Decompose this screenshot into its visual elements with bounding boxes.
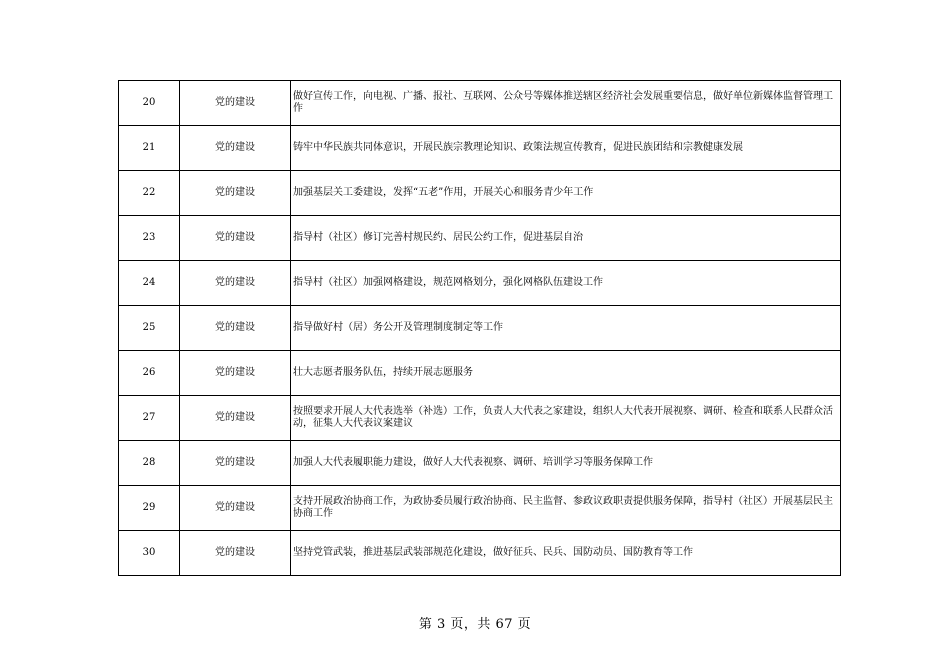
row-number-cell: 21 — [119, 126, 180, 171]
table-row — [119, 171, 841, 216]
table-row — [119, 261, 841, 306]
category-cell: 党的建设 — [180, 126, 291, 171]
description-cell: 做好宣传工作，向电视、广播、报社、互联网、公众号等媒体推送辖区经济社会发展重要信息，做好单位新媒体监督管理工作 — [291, 81, 841, 126]
row-number-cell: 27 — [119, 396, 180, 441]
description-cell: 指导村（社区）加强网格建设，规范网格划分，强化网格队伍建设工作 — [291, 261, 841, 306]
table-row — [119, 216, 841, 261]
task-table — [118, 80, 841, 576]
row-number-cell: 20 — [119, 81, 180, 126]
row-number-cell: 26 — [119, 351, 180, 396]
description-cell: 铸牢中华民族共同体意识，开展民族宗教理论知识、政策法规宣传教育，促进民族团结和宗教健康发展 — [291, 126, 841, 171]
table-row — [119, 441, 841, 486]
category-cell: 党的建设 — [180, 81, 291, 126]
description-cell: 加强基层关工委建设，发挥“五老”作用，开展关心和服务青少年工作 — [291, 171, 841, 216]
description-cell: 支持开展政治协商工作，为政协委员履行政治协商、民主监督、参政议政职责提供服务保障，指导村（社区）开展基层民主协商工作 — [291, 486, 841, 531]
category-cell: 党的建设 — [180, 351, 291, 396]
description-cell: 加强人大代表履职能力建设，做好人大代表视察、调研、培训学习等服务保障工作 — [291, 441, 841, 486]
table-row — [119, 396, 841, 441]
description-cell: 壮大志愿者服务队伍，持续开展志愿服务 — [291, 351, 841, 396]
category-cell: 党的建设 — [180, 306, 291, 351]
table-row — [119, 306, 841, 351]
category-cell: 党的建设 — [180, 486, 291, 531]
row-number-cell: 24 — [119, 261, 180, 306]
category-cell: 党的建设 — [180, 171, 291, 216]
table-row — [119, 486, 841, 531]
table-row — [119, 351, 841, 396]
task-table-body — [119, 81, 841, 576]
page-footer: 第 3 页，共 67 页 — [418, 617, 532, 632]
category-cell: 党的建设 — [180, 261, 291, 306]
description-cell: 指导村（社区）修订完善村规民约、居民公约工作，促进基层自治 — [291, 216, 841, 261]
description-cell: 指导做好村（居）务公开及管理制度制定等工作 — [291, 306, 841, 351]
row-number-cell: 28 — [119, 441, 180, 486]
table-row — [119, 81, 841, 126]
category-cell: 党的建设 — [180, 441, 291, 486]
row-number-cell: 25 — [119, 306, 180, 351]
category-cell: 党的建设 — [180, 216, 291, 261]
row-number-cell: 23 — [119, 216, 180, 261]
row-number-cell: 30 — [119, 531, 180, 576]
description-cell: 按照要求开展人大代表选举（补选）工作，负责人大代表之家建设，组织人大代表开展视察、调研、检查和联系人民群众活动，征集人大代表议案建议 — [291, 396, 841, 441]
description-cell: 坚持党管武装，推进基层武装部规范化建设，做好征兵、民兵、国防动员、国防教育等工作 — [291, 531, 841, 576]
row-number-cell: 29 — [119, 486, 180, 531]
table-row — [119, 126, 841, 171]
category-cell: 党的建设 — [180, 531, 291, 576]
table-row — [119, 531, 841, 576]
category-cell: 党的建设 — [180, 396, 291, 441]
row-number-cell: 22 — [119, 171, 180, 216]
